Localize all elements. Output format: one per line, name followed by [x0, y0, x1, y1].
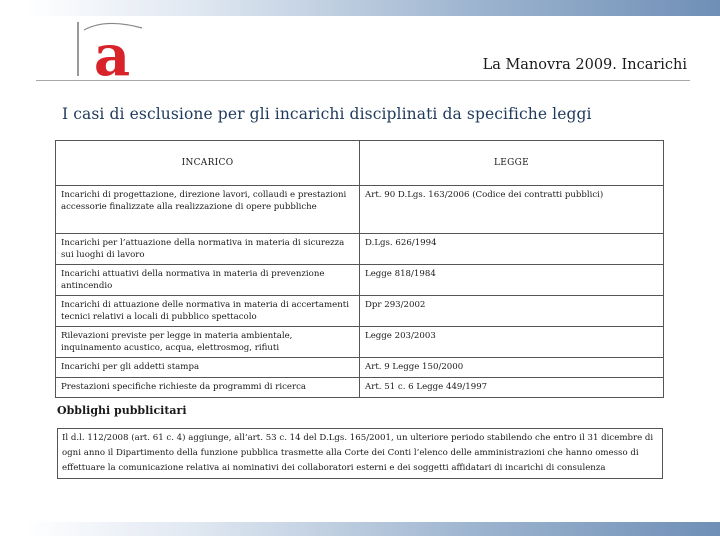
table-row — [56, 327, 664, 358]
cell-incarico: Incarichi per gli addetti stampa — [56, 358, 360, 378]
cell-legge: D.Lgs. 626/1994 — [360, 234, 664, 265]
table-row — [56, 358, 664, 378]
cell-legge: Art. 9 Legge 150/2000 — [360, 358, 664, 378]
logo — [76, 20, 148, 78]
cell-legge: Dpr 293/2002 — [360, 296, 664, 327]
cell-legge: Art. 51 c. 6 Legge 449/1997 — [360, 378, 664, 398]
cell-incarico: Incarichi attuativi della normativa in materia di prevenzione antincendio — [56, 265, 360, 296]
table-row — [56, 186, 664, 234]
cell-incarico: Incarichi di progettazione, direzione lavori, collaudi e prestazioni accessorie finalizzate alla realizzazione di opere pubbliche — [56, 186, 360, 234]
column-header-legge: LEGGE — [360, 141, 664, 186]
table-row — [56, 265, 664, 296]
table-row — [56, 296, 664, 327]
cell-legge: Legge 203/2003 — [360, 327, 664, 358]
header-title: La Manovra 2009. Incarichi — [482, 57, 687, 73]
header-divider — [36, 80, 690, 81]
cell-incarico: Incarichi per l’attuazione della normativa in materia di sicurezza sui luoghi di lavoro — [56, 234, 360, 265]
cell-legge: Legge 818/1984 — [360, 265, 664, 296]
exclusions-table — [55, 140, 664, 398]
table-row — [56, 234, 664, 265]
cell-legge: Art. 90 D.Lgs. 163/2006 (Codice dei contratti pubblici) — [360, 186, 664, 234]
logo-letter: a — [93, 23, 131, 78]
obblighi-title: Obblighi pubblicitari — [57, 404, 187, 417]
cell-incarico: Prestazioni specifiche richieste da programmi di ricerca — [56, 378, 360, 398]
cell-incarico: Incarichi di attuazione delle normativa in materia di accertamenti tecnici relativi a locali di pubblico spettacolo — [56, 296, 360, 327]
cell-incarico: Rilevazioni previste per legge in materia ambientale, inquinamento acustico, acqua, elettrosmog, rifiuti — [56, 327, 360, 358]
top-decor-band — [24, 0, 720, 16]
column-header-incarico: INCARICO — [56, 141, 360, 186]
bottom-decor-band — [24, 522, 720, 536]
page-title: I casi di esclusione per gli incarichi disciplinati da specifiche leggi — [62, 105, 592, 123]
table-header-row — [56, 141, 664, 186]
obblighi-text-box: Il d.l. 112/2008 (art. 61 c. 4) aggiunge, all’art. 53 c. 14 del D.Lgs. 165/2001, un ulteriore periodo stabilendo che entro il 31 dicembre di ogni anno il Dipartimento della funzione pubblica trasmette alla Corte dei Conti l’elenco delle amministrazioni che hanno omesso di effettuare la comunicazione relativa ai nominativi dei collaboratori esterni e dei soggetti affidatari di incarichi di consulenza — [57, 428, 663, 479]
table-row — [56, 378, 664, 398]
